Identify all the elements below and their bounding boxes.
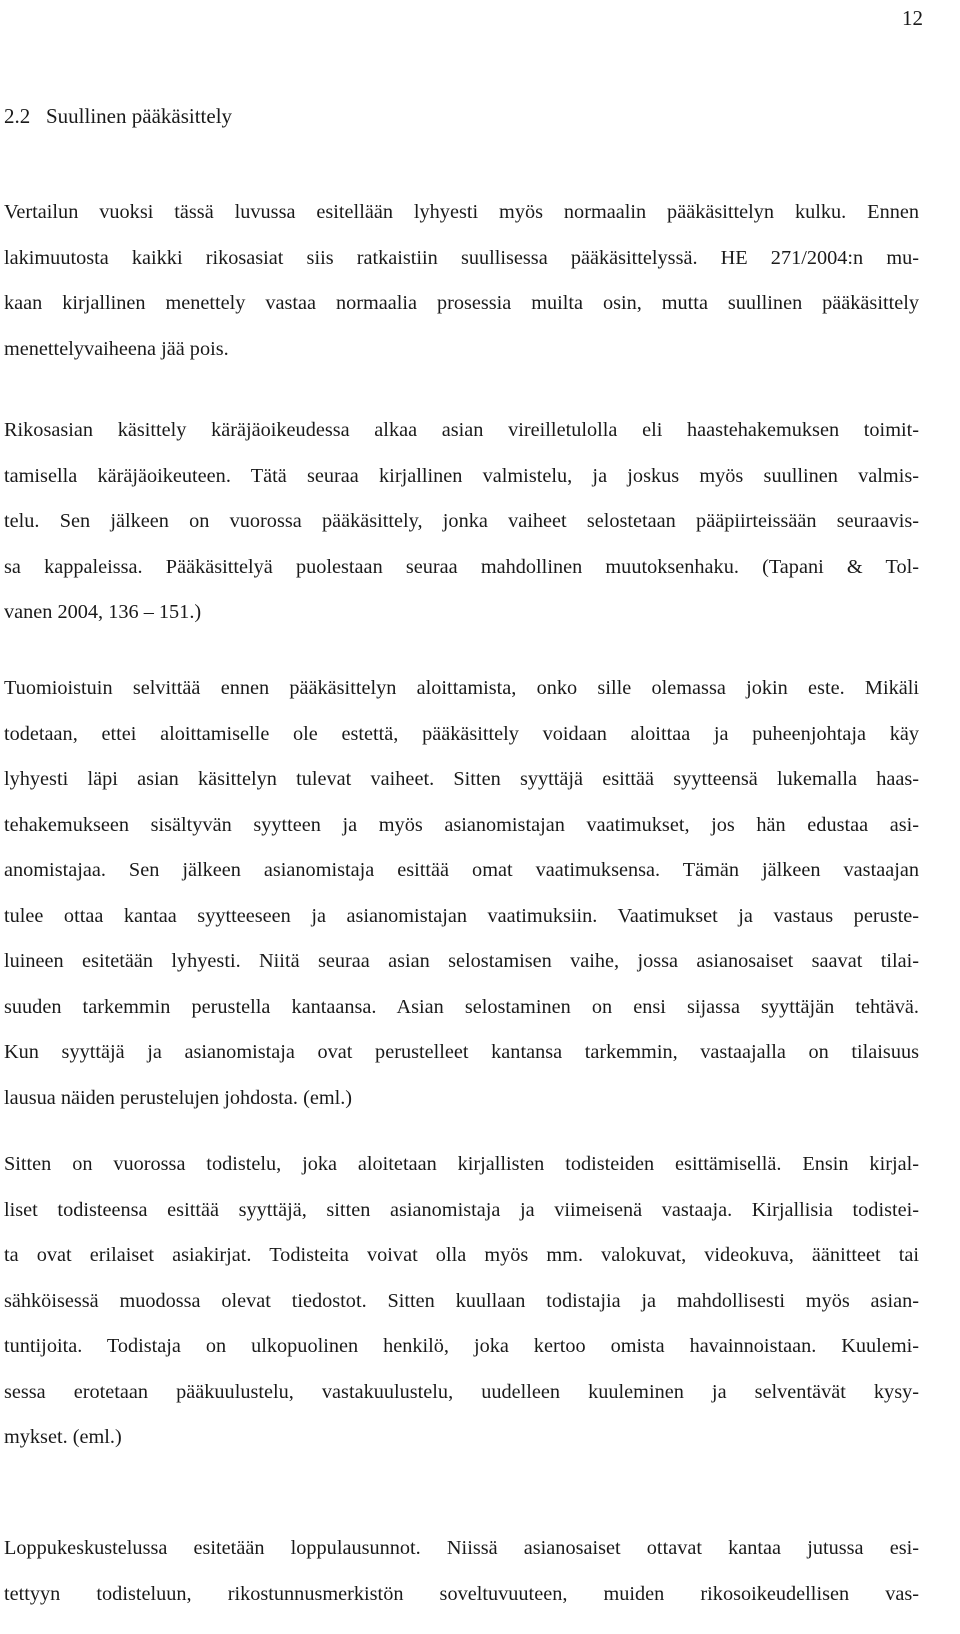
text-line: anomistajaa. Sen jälkeen asianomistaja esittää omat vaatimuksensa. Tämän jälkeen vastaajan — [4, 859, 919, 881]
text-line: suuden tarkemmin perustella kantaansa. Asian selostaminen on ensi sijassa syyttäjän tehtävä. — [4, 995, 919, 1018]
paragraph — [4, 190, 919, 372]
text-line: tettyyn todisteluun, rikostunnusmerkistön soveltuvuuteen, muiden rikosoikeudellisen vas- — [4, 1582, 919, 1605]
text-line: kaan kirjallinen menettely vastaa normaalia prosessia muilta osin, mutta suullinen pääkäsittely — [4, 292, 919, 314]
text-line: Tuomioistuin selvittää ennen pääkäsittelyn aloittamista, onko sille olemassa jokin este. Mikäli — [4, 677, 919, 699]
text-line: lyhyesti läpi asian käsittelyn tulevat vaiheet. Sitten syyttäjä esittää syytteensä lukemalla haas- — [4, 768, 919, 790]
text-line: tulee ottaa kantaa syytteeseen ja asianomistajan vaatimuksiin. Vaatimukset ja vastaus peruste- — [4, 904, 919, 927]
text-line: todetaan, ettei aloittamiselle ole estettä, pääkäsittely voidaan aloittaa ja puheenjohtaja käy — [4, 722, 919, 745]
text-line: sessa erotetaan pääkuulustelu, vastakuulustelu, uudelleen kuuleminen ja selventävät kysy- — [4, 1380, 919, 1403]
text-line: sa kappaleissa. Pääkäsittelyä puolestaan seuraa mahdollinen muutoksenhaku. (Tapani & Tol- — [4, 555, 919, 578]
text-line: luineen esitetään lyhyesti. Niitä seuraa asian selostamisen vaihe, jossa asianosaiset saavat tilai- — [4, 950, 919, 972]
section-heading — [4, 104, 232, 128]
page-number: 12 — [902, 6, 923, 30]
paragraph — [4, 1526, 919, 1617]
text-line: liset todisteensa esittää syyttäjä, sitten asianomistaja ja viimeisenä vastaaja. Kirjallisia todistei- — [4, 1198, 919, 1221]
section-title: Suullinen pääkäsittely — [46, 104, 233, 128]
text-line: sähköisessä muodossa olevat tiedostot. Sitten kuullaan todistajia ja mahdollisesti myös asian- — [4, 1289, 919, 1312]
text-line: tehakemukseen sisältyvän syytteen ja myös asianomistajan vaatimukset, jos hän edustaa asi- — [4, 813, 919, 836]
text-line: lausua näiden perustelujen johdosta. (eml.) — [4, 1086, 353, 1109]
text-line: Vertailun vuoksi tässä luvussa esitellään lyhyesti myös normaalin pääkäsittelyn kulku. Ennen — [4, 201, 919, 223]
text-line: Rikosasian käsittely käräjäoikeudessa alkaa asian vireilletulolla eli haastehakemuksen toimit- — [4, 419, 919, 441]
text-line: tuntijoita. Todistaja on ulkopuolinen henkilö, joka kertoo omista havainnoistaan. Kuulemi- — [4, 1335, 919, 1357]
text-line: mykset. (eml.) — [4, 1426, 122, 1448]
text-line: menettelyvaiheena jää pois. — [4, 337, 229, 360]
text-line: Kun syyttäjä ja asianomistaja ovat perustelleet kantansa tarkemmin, vastaajalla on tilaisuus — [4, 1041, 919, 1063]
text-line: Sitten on vuorossa todistelu, joka aloitetaan kirjallisten todisteiden esittämisellä. Ensin kirjal- — [4, 1153, 919, 1175]
text-line: tamisella käräjäoikeuteen. Tätä seuraa kirjallinen valmistelu, ja joskus myös suullinen valmis- — [4, 464, 919, 487]
paragraph — [4, 1142, 919, 1461]
paragraph — [4, 408, 919, 636]
text-line: lakimuutosta kaikki rikosasiat siis ratkaistiin suullisessa pääkäsittelyssä. HE 271/2004:n mu- — [4, 246, 919, 269]
paragraph — [4, 666, 919, 1121]
text-line: telu. Sen jälkeen on vuorossa pääkäsittely, jonka vaiheet selostetaan pääpiirteissään seuraavis- — [4, 510, 919, 532]
text-line: ta ovat erilaiset asiakirjat. Todisteita voivat olla myös mm. valokuvat, videokuva, äänitteet tai — [4, 1244, 919, 1266]
text-line: vanen 2004, 136 – 151.) — [4, 601, 202, 623]
text-line: Loppukeskustelussa esitetään loppulausunnot. Niissä asianosaiset ottavat kantaa jutussa esi- — [4, 1537, 919, 1559]
section-number: 2.2 — [4, 104, 31, 128]
